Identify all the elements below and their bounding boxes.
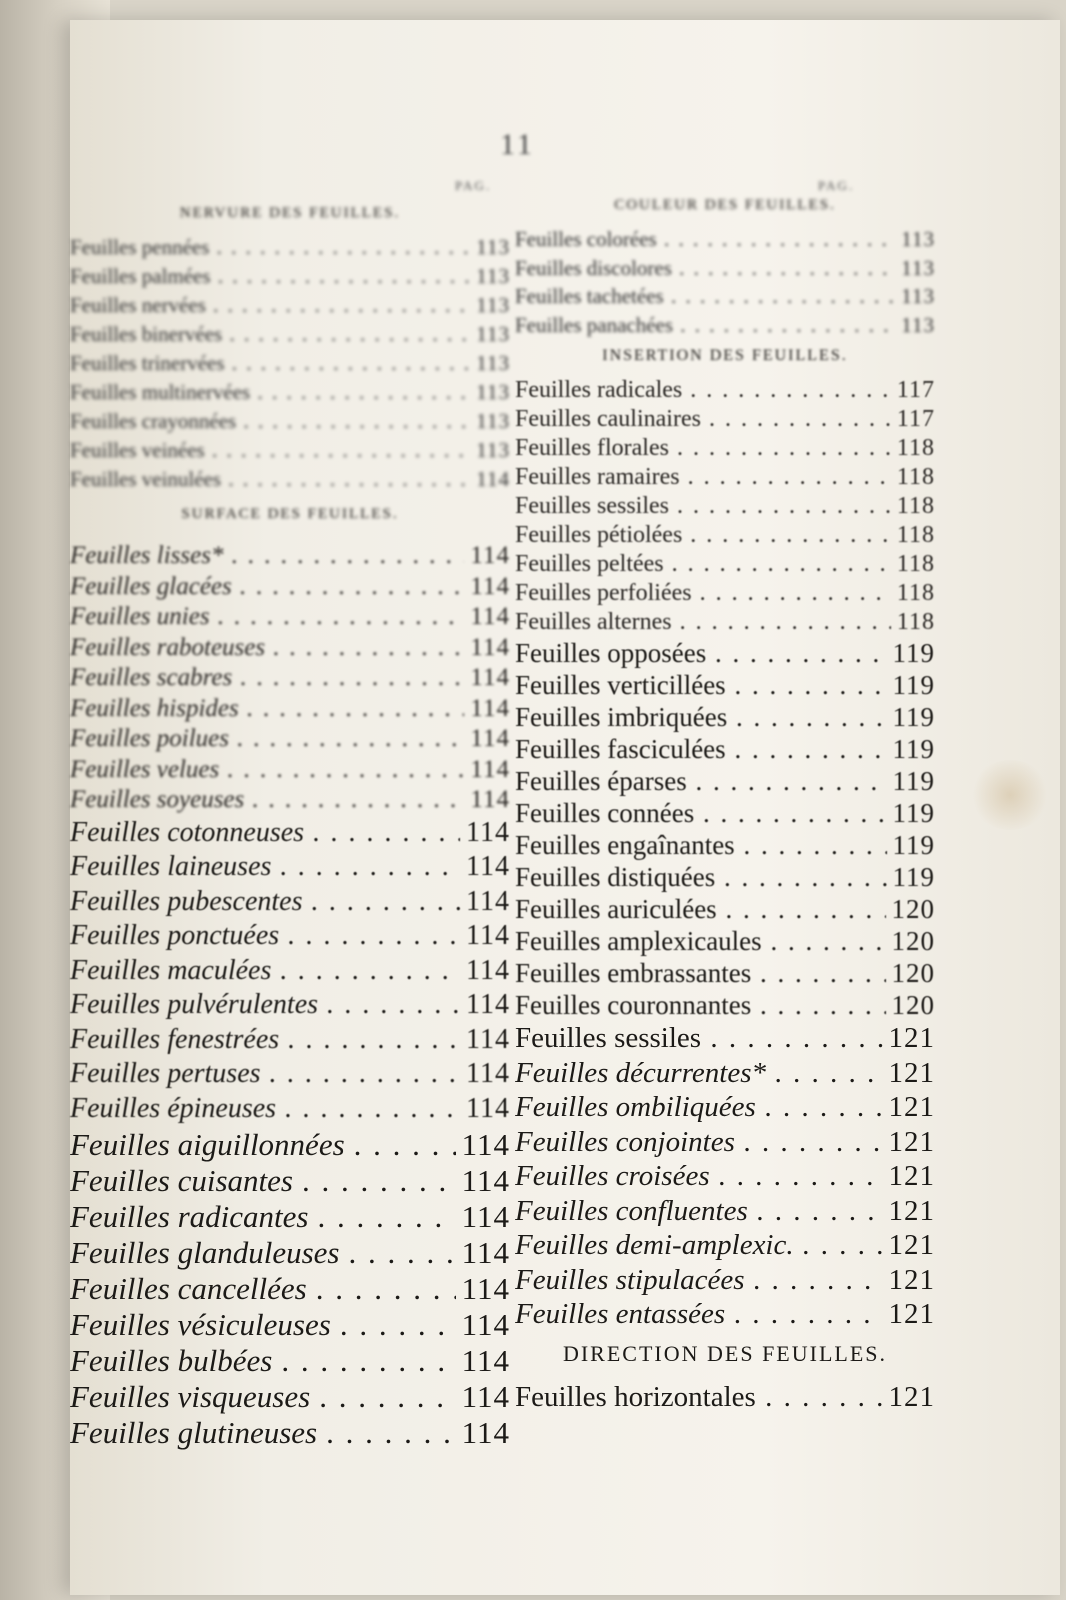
- index-entry-term: Feuilles engaînantes . . .: [515, 830, 887, 861]
- index-entry-page: 114: [461, 1271, 510, 1306]
- index-entry-page: 114: [470, 633, 510, 661]
- index-entry: [70, 1307, 510, 1343]
- index-entry-page: 121: [888, 1125, 935, 1158]
- index-entry: [515, 580, 935, 609]
- index-entry: [515, 1022, 935, 1057]
- index-entry: [515, 313, 935, 342]
- index-entry-term: Feuilles pertuses . . .: [70, 1058, 460, 1090]
- section-title-surface: SURFACE DES FEUILLES.: [181, 506, 399, 522]
- index-entry: [515, 406, 935, 435]
- index-entry-page: 121: [888, 1380, 935, 1413]
- index-entry-page: 114: [470, 572, 510, 600]
- index-entry-page: 113: [901, 255, 935, 280]
- section-title-insertion: INSERTION DES FEUILLES.: [602, 347, 848, 364]
- index-entry-page: 119: [892, 862, 935, 892]
- index-entry-term: Feuilles glacées . . .: [70, 573, 464, 601]
- index-entry-term: Feuilles veinulées . . .: [70, 467, 470, 492]
- index-entry: [70, 573, 510, 604]
- index-entry: [70, 851, 510, 886]
- index-entry: [70, 1271, 510, 1307]
- index-entry: [515, 551, 935, 580]
- index-entry-term: Feuilles raboteuses . . .: [70, 634, 464, 662]
- index-entry-term: Feuilles opposées . . .: [515, 638, 887, 669]
- index-entry: [70, 1024, 510, 1059]
- index-entry-page: 119: [892, 702, 935, 732]
- index-entry: [70, 664, 510, 695]
- index-entry: [515, 1264, 935, 1299]
- index-entry-page: 121: [888, 1160, 935, 1192]
- index-entry: [70, 786, 510, 817]
- index-entry-term: Feuilles colorées . . .: [515, 227, 895, 252]
- index-entry-term: Feuilles conjointes . . .: [515, 1126, 883, 1159]
- index-entry-page: 114: [470, 725, 510, 752]
- index-entry-term: Feuilles crayonnées . . .: [70, 409, 470, 434]
- index-entry-page: 113: [476, 322, 510, 346]
- index-entry: [70, 1058, 510, 1093]
- index-entry-page: 114: [470, 664, 510, 691]
- index-entry: [70, 1127, 510, 1163]
- index-entry: [70, 351, 510, 380]
- index-entry-page: 121: [888, 1194, 935, 1227]
- index-entry: [70, 1415, 510, 1451]
- index-entry-term: Feuilles ponctuées . . .: [70, 920, 460, 952]
- index-entry-term: Feuilles panachées . . .: [515, 313, 895, 338]
- index-entry: [70, 1343, 510, 1379]
- index-entry-page: 118: [896, 522, 935, 548]
- index-entry: [70, 920, 510, 955]
- index-entry: [70, 817, 510, 852]
- right-page-col-header: PAG.: [818, 178, 855, 193]
- index-entry-term: Feuilles demi-amplexic. . . .: [515, 1229, 883, 1262]
- index-entry-term: Feuilles maculées . . .: [70, 955, 460, 987]
- index-entry-page: 118: [896, 551, 935, 577]
- index-entry-term: Feuilles couronnantes . . .: [515, 990, 886, 1021]
- index-entry-term: Feuilles multinervées . . .: [70, 380, 470, 405]
- index-entry-page: 120: [891, 990, 935, 1020]
- index-entry: [515, 734, 935, 766]
- index-entry-term: Feuilles radicantes . . .: [70, 1199, 456, 1235]
- index-entry: [70, 1163, 510, 1199]
- index-entry-term: Feuilles florales . . .: [515, 435, 891, 462]
- index-entry-term: Feuilles verticillées . . .: [515, 670, 887, 701]
- index-entry-term: Feuilles amplexicaules . . .: [515, 926, 886, 957]
- index-entry-term: Feuilles éparses . . .: [515, 766, 887, 797]
- index-entry-page: 118: [896, 435, 935, 461]
- index-entry-term: Feuilles ramaires . . .: [515, 464, 891, 491]
- index-entry: [515, 1057, 935, 1092]
- index-entry-term: Feuilles ombiliquées . . .: [515, 1091, 883, 1124]
- index-entry: [515, 522, 935, 551]
- index-entry: [515, 862, 935, 894]
- index-entry: [70, 322, 510, 351]
- index-entry-page: 119: [892, 734, 935, 764]
- index-entry-term: Feuilles glutineuses . . .: [70, 1415, 456, 1451]
- index-entry-term: Feuilles sessiles . . .: [515, 493, 891, 520]
- index-entry-term: Feuilles alternes . . .: [515, 609, 891, 636]
- index-entry: [515, 1126, 935, 1161]
- index-entry-page: 114: [466, 920, 510, 951]
- index-entry-term: Feuilles nervées . . .: [70, 293, 470, 318]
- index-entry: [515, 435, 935, 464]
- index-entry-page: 121: [888, 1056, 935, 1089]
- section-title-direction: DIRECTION DES FEUILLES.: [562, 1340, 888, 1366]
- index-entry-term: Feuilles connées . . .: [515, 798, 887, 829]
- index-entry-page: 114: [461, 1379, 510, 1414]
- index-entry: [70, 725, 510, 756]
- index-entry-page: 113: [476, 235, 510, 259]
- index-entry: [515, 1298, 935, 1333]
- index-entry-page: 114: [461, 1199, 510, 1234]
- index-entry-term: Feuilles lisses* . . .: [70, 542, 464, 570]
- index-entry: [70, 235, 510, 264]
- index-entry: [70, 603, 510, 634]
- index-entry-term: Feuilles auriculées . . .: [515, 894, 886, 925]
- index-entry: [70, 634, 510, 665]
- index-entry-term: Feuilles sessiles . . .: [515, 1022, 883, 1055]
- index-entry: [70, 1235, 510, 1271]
- index-entry-term: Feuilles décurrentes* . . .: [515, 1057, 883, 1090]
- index-entry: [515, 227, 935, 256]
- index-entry-term: Feuilles pulvérulentes . . .: [70, 989, 460, 1021]
- index-entry-term: Feuilles trinervées . . .: [70, 351, 470, 376]
- index-entry-page: 114: [461, 1343, 510, 1378]
- index-entry: [70, 1199, 510, 1235]
- section-surface-list: [70, 542, 510, 1451]
- index-entry-term: Feuilles cancellées . . .: [70, 1271, 456, 1307]
- index-entry-page: 114: [470, 603, 510, 630]
- index-entry-page: 114: [466, 989, 510, 1020]
- section-title-nervure: NERVURE DES FEUILLES.: [179, 205, 401, 221]
- index-entry-page: 114: [466, 816, 510, 848]
- index-entry: [70, 1379, 510, 1415]
- index-entry-page: 114: [461, 1163, 510, 1198]
- index-entry-page: 118: [896, 493, 935, 519]
- index-entry-term: Feuilles tachetées . . .: [515, 284, 895, 309]
- index-entry-term: Feuilles cuisantes . . .: [70, 1163, 456, 1199]
- index-entry: [70, 756, 510, 787]
- index-entry-page: 114: [470, 542, 510, 569]
- index-entry-term: Feuilles vésiculeuses . . .: [70, 1307, 456, 1343]
- index-entry-page: 114: [470, 755, 510, 783]
- section-insertion-list: [515, 377, 935, 1333]
- index-entry-page: 114: [466, 851, 510, 882]
- index-entry-page: 118: [896, 609, 935, 635]
- index-entry-page: 113: [476, 351, 510, 375]
- index-entry: [515, 798, 935, 830]
- section-nervure-list: [70, 235, 510, 496]
- index-entry: [70, 886, 510, 921]
- index-entry-page: 113: [476, 409, 510, 433]
- section-direction-list: [515, 1381, 935, 1416]
- index-entry: [515, 894, 935, 926]
- paper-stain: [970, 760, 1050, 830]
- index-entry-term: Feuilles fenestrées . . .: [70, 1024, 460, 1056]
- index-entry-term: Feuilles unies . . .: [70, 603, 464, 631]
- index-entry-page: 113: [476, 293, 510, 317]
- index-entry-page: 119: [892, 830, 935, 860]
- index-entry: [515, 493, 935, 522]
- index-entry-page: 113: [901, 284, 935, 308]
- index-entry-page: 117: [896, 377, 935, 403]
- index-entry-page: 121: [888, 1091, 935, 1123]
- index-entry: [515, 284, 935, 313]
- index-entry-term: Feuilles entassées . . .: [515, 1298, 883, 1331]
- index-entry-page: 113: [476, 380, 510, 404]
- index-entry: [515, 926, 935, 958]
- index-entry-term: Feuilles velues . . .: [70, 756, 464, 784]
- index-entry-term: Feuilles binervées . . .: [70, 322, 470, 347]
- index-entry-page: 121: [888, 1298, 935, 1330]
- index-entry-page: 114: [466, 1092, 510, 1124]
- index-entry-term: Feuilles radicales . . .: [515, 377, 891, 404]
- index-entry-term: Feuilles veinées . . .: [70, 438, 470, 463]
- index-entry-page: 121: [888, 1022, 935, 1054]
- index-entry: [70, 955, 510, 990]
- index-entry: [515, 830, 935, 862]
- index-entry: [515, 958, 935, 990]
- index-entry: [515, 990, 935, 1022]
- index-entry-term: Feuilles pétiolées . . .: [515, 522, 891, 549]
- index-entry-page: 114: [470, 694, 510, 722]
- index-entry-page: 121: [888, 1229, 935, 1261]
- section-couleur-list: [515, 227, 935, 341]
- section-title-couleur: COULEUR DES FEUILLES.: [614, 197, 836, 213]
- index-entry: [515, 464, 935, 493]
- index-entry-page: 113: [476, 438, 510, 462]
- index-entry-term: Feuilles caulinaires . . .: [515, 406, 891, 433]
- page-number: 11: [500, 128, 535, 161]
- index-entry-term: Feuilles peltées . . .: [515, 551, 891, 578]
- index-entry-term: Feuilles scabres . . .: [70, 664, 464, 692]
- index-entry: [515, 609, 935, 638]
- index-entry: [515, 1381, 935, 1416]
- index-entry: [515, 377, 935, 406]
- index-entry-page: 113: [901, 227, 935, 251]
- index-entry-term: Feuilles visqueuses . . .: [70, 1379, 456, 1415]
- index-entry-term: Feuilles soyeuses . . .: [70, 786, 464, 814]
- index-entry-page: 114: [466, 1023, 510, 1055]
- index-entry: [515, 256, 935, 285]
- index-entry-page: 119: [892, 670, 935, 700]
- index-entry-term: Feuilles aiguillonnées . . .: [70, 1127, 456, 1163]
- index-entry: [70, 695, 510, 726]
- index-left-column: [70, 205, 510, 1451]
- index-entry: [515, 702, 935, 734]
- index-entry: [515, 638, 935, 670]
- index-entry-page: 121: [888, 1263, 935, 1296]
- index-entry-term: Feuilles discolores . . .: [515, 256, 895, 281]
- index-entry-page: 120: [891, 926, 935, 956]
- index-entry-page: 114: [470, 786, 510, 813]
- index-entry: [70, 409, 510, 438]
- index-entry: [70, 542, 510, 573]
- index-entry-page: 119: [892, 638, 935, 668]
- index-entry: [70, 380, 510, 409]
- index-entry-page: 118: [896, 580, 935, 606]
- index-entry-term: Feuilles horizontales . . .: [515, 1381, 883, 1414]
- index-entry: [70, 293, 510, 322]
- index-entry: [70, 989, 510, 1024]
- left-page-col-header: PAG.: [455, 178, 492, 193]
- index-entry-term: Feuilles pennées . . .: [70, 235, 470, 260]
- index-entry-term: Feuilles perfoliées . . .: [515, 580, 891, 607]
- index-entry-page: 118: [896, 464, 935, 490]
- index-entry: [515, 1091, 935, 1126]
- index-entry: [70, 1093, 510, 1128]
- index-entry-page: 120: [891, 958, 935, 988]
- index-entry-page: 114: [461, 1235, 510, 1270]
- index-entry-term: Feuilles bulbées . . .: [70, 1343, 456, 1379]
- index-entry: [515, 1160, 935, 1195]
- index-entry-page: 114: [466, 954, 510, 986]
- index-entry-term: Feuilles glanduleuses . . .: [70, 1235, 456, 1271]
- index-entry: [515, 766, 935, 798]
- index-entry-page: 114: [466, 1058, 510, 1089]
- index-entry-term: Feuilles épineuses . . .: [70, 1093, 460, 1125]
- index-entry-term: Feuilles embrassantes . . .: [515, 958, 886, 989]
- index-entry-page: 114: [476, 467, 510, 491]
- index-entry-page: 114: [461, 1307, 510, 1342]
- index-entry-term: Feuilles stipulacées . . .: [515, 1264, 883, 1297]
- index-entry-page: 119: [892, 798, 935, 828]
- index-entry-term: Feuilles hispides . . .: [70, 695, 464, 723]
- index-right-column: [515, 197, 935, 1415]
- index-entry: [515, 1195, 935, 1230]
- index-entry: [515, 670, 935, 702]
- index-entry-page: 114: [461, 1127, 510, 1162]
- index-entry-term: Feuilles imbriquées . . .: [515, 702, 887, 733]
- index-entry-page: 117: [896, 406, 935, 432]
- index-entry-term: Feuilles croisées . . .: [515, 1160, 883, 1193]
- index-entry-term: Feuilles poilues . . .: [70, 725, 464, 753]
- index-entry-term: Feuilles laineuses . . .: [70, 851, 460, 883]
- index-entry-page: 114: [461, 1415, 510, 1450]
- index-entry: [70, 467, 510, 496]
- index-entry-term: Feuilles cotonneuses . . .: [70, 817, 460, 849]
- index-entry-term: Feuilles confluentes . . .: [515, 1195, 883, 1228]
- index-entry: [70, 264, 510, 293]
- index-entry-page: 119: [892, 766, 935, 796]
- index-entry-term: Feuilles pubescentes . . .: [70, 886, 460, 918]
- index-entry: [70, 438, 510, 467]
- index-entry: [515, 1229, 935, 1264]
- index-entry-page: 120: [891, 894, 935, 924]
- index-entry-term: Feuilles palmées . . .: [70, 264, 470, 289]
- index-entry-term: Feuilles fasciculées . . .: [515, 734, 887, 765]
- index-entry-term: Feuilles distiquées . . .: [515, 862, 887, 893]
- index-entry-page: 113: [476, 264, 510, 288]
- index-entry-page: 113: [901, 312, 935, 337]
- index-entry-page: 114: [466, 885, 510, 917]
